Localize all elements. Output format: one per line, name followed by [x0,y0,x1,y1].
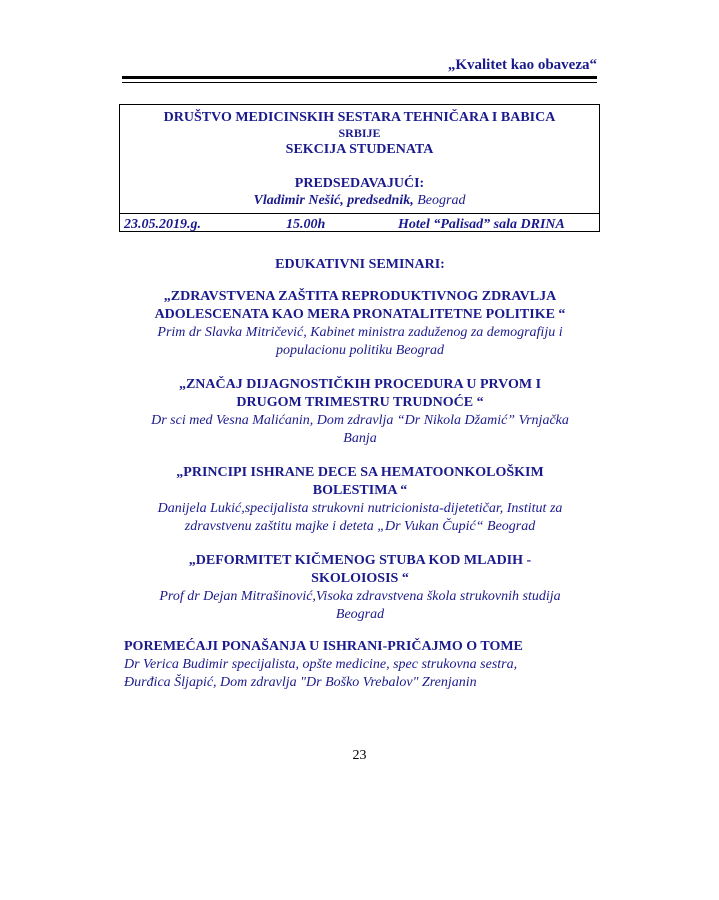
seminar-4 [120,552,600,624]
schedule-row [120,217,599,231]
seminar-author-line: zdravstvenu zaštitu majke i deteta „Dr Vukan Čupić“ Beograd [184,519,536,534]
event-venue: Hotel “Palisad” sala DRINA [398,217,565,232]
seminar-title-line: DRUGOM TRIMESTRU TRUDNOĆE “ [236,395,484,410]
seminar-title-line: POREMEĆAJI PONAŠANJA U ISHRANI-PRIČAJMO O TOME [124,639,523,654]
seminar-author-line: Prof dr Dejan Mitrašinović,Visoka zdravstvena škola strukovnih studija [159,589,561,604]
chair-city: Beograd [413,193,466,208]
seminar-1 [120,288,600,360]
seminar-title-line: SKOLOIOSIS “ [311,571,409,586]
main-title: EDUKATIVNI SEMINARI: [275,257,445,272]
section-name: SEKCIJA STUDENATA [285,142,434,157]
org-country: SRBIJE [338,126,381,140]
box-divider [120,213,599,214]
seminar-author-line: Dr sci med Vesna Malićanin, Dom zdravlja “Dr Nikola Džamić” Vrnjačka [151,413,569,428]
seminar-title-line: „PRINCIPI ISHRANE DECE SA HEMATOONKOLOŠKIM [176,465,544,480]
event-time: 15.00h [286,217,326,232]
seminar-title-line: „ZNAČAJ DIJAGNOSTIČKIH PROCEDURA U PRVOM I [178,377,542,392]
event-date: 23.05.2019.g. [124,217,201,232]
chair-name: Vladimir Nešić, predsednik, [253,193,414,208]
seminar-author-line: Beograd [335,607,385,622]
page-number: 23 [352,748,367,763]
header-rule-thick [122,76,597,79]
seminar-author-line: Danijela Lukić,specijalista strukovni nutricionista-dijetetičar, Institut za [157,501,563,516]
seminar-title-line: BOLESTIMA “ [312,483,408,498]
seminar-2 [120,376,600,448]
chair-name-line [120,193,599,209]
chair-label: PREDSEDAVAJUĆI: [294,176,425,191]
seminar-author-line: populacionu politiku Beograd [276,343,444,358]
org-name: DRUŠTVO MEDICINSKIH SESTARA TEHNIČARA I BABICA [163,110,556,125]
seminar-author-line: Đurđica Šljapić, Dom zdravlja "Dr Boško Vrebalov" Zrenjanin [124,675,477,690]
seminar-title-line: „ZDRAVSTVENA ZAŠTITA REPRODUKTIVNOG ZDRAVLJA [163,289,557,304]
header-rule-thin [122,82,597,83]
seminar-author-line: Banja [343,431,377,446]
seminar-title-line: „DEFORMITET KIČMENOG STUBA KOD MLADIH - [188,553,532,568]
seminar-author-line: Dr Verica Budimir specijalista, opšte medicine, spec strukovna sestra, [124,657,518,672]
seminar-3 [120,464,600,536]
seminar-title-line: ADOLESCENATA KAO MERA PRONATALITETNE POLITIKE “ [154,307,566,322]
seminar-5 [124,638,604,692]
info-box [119,104,600,232]
header-motto: „Kvalitet kao obaveza“ [447,57,597,73]
seminar-author-line: Prim dr Slavka Mitričević, Kabinet ministra zaduženog za demografiju i [157,325,563,340]
